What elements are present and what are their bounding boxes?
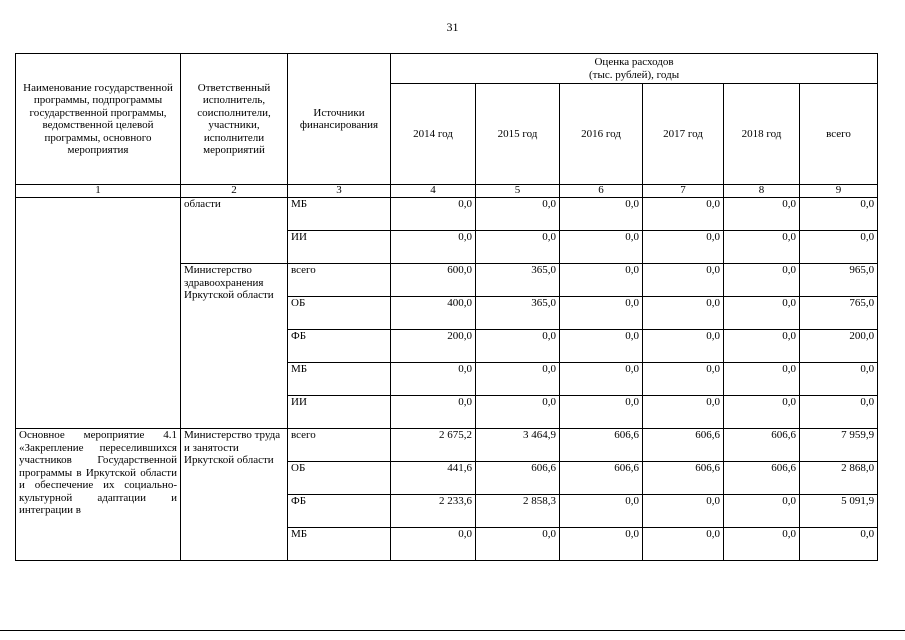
executor-cell: области — [181, 198, 288, 264]
value-cell: 0,0 — [643, 297, 724, 330]
value-cell: 200,0 — [800, 330, 878, 363]
header-year-2014: 2014 год — [391, 84, 476, 185]
value-cell: 0,0 — [560, 528, 643, 561]
funding-source-cell: МБ — [288, 363, 391, 396]
value-cell: 0,0 — [476, 363, 560, 396]
value-cell: 0,0 — [643, 198, 724, 231]
executor-cell: Министерство здравоохранения Иркутской области — [181, 264, 288, 429]
value-cell: 0,0 — [560, 198, 643, 231]
header-program-name: Наименование государственной программы, подпрограммы государственной программы, ведомственной целевой программы, основного мероприятия — [16, 54, 181, 185]
value-cell: 606,6 — [643, 462, 724, 495]
column-number: 6 — [560, 185, 643, 198]
table-row — [16, 198, 878, 231]
header-executor: Ответственный исполнитель, соисполнители, участники, исполнители мероприятий — [181, 54, 288, 185]
funding-source-cell: всего — [288, 264, 391, 297]
table-row — [16, 429, 878, 462]
value-cell: 0,0 — [643, 330, 724, 363]
value-cell: 441,6 — [391, 462, 476, 495]
value-cell: 0,0 — [800, 363, 878, 396]
value-cell: 365,0 — [476, 264, 560, 297]
value-cell: 0,0 — [560, 264, 643, 297]
header-total: всего — [800, 84, 878, 185]
value-cell: 0,0 — [560, 495, 643, 528]
funding-source-cell: ОБ — [288, 462, 391, 495]
value-cell: 0,0 — [560, 396, 643, 429]
page-number: 31 — [446, 20, 459, 34]
value-cell: 0,0 — [560, 231, 643, 264]
column-number: 8 — [724, 185, 800, 198]
value-cell: 606,6 — [724, 429, 800, 462]
value-cell: 600,0 — [391, 264, 476, 297]
value-cell: 0,0 — [724, 363, 800, 396]
column-numbers-row — [16, 185, 878, 198]
executor-cell: Министерство труда и занятости Иркутской области — [181, 429, 288, 561]
value-cell: 0,0 — [643, 231, 724, 264]
funding-source-cell: всего — [288, 429, 391, 462]
program-name-cell — [16, 198, 181, 429]
value-cell: 0,0 — [724, 528, 800, 561]
funding-source-cell: МБ — [288, 528, 391, 561]
value-cell: 765,0 — [800, 297, 878, 330]
value-cell: 965,0 — [800, 264, 878, 297]
value-cell: 3 464,9 — [476, 429, 560, 462]
value-cell: 0,0 — [724, 198, 800, 231]
value-cell: 400,0 — [391, 297, 476, 330]
value-cell: 2 868,0 — [800, 462, 878, 495]
funding-source-cell: ФБ — [288, 495, 391, 528]
funding-source-cell: ИИ — [288, 231, 391, 264]
value-cell: 0,0 — [643, 264, 724, 297]
value-cell: 0,0 — [724, 297, 800, 330]
column-number: 2 — [181, 185, 288, 198]
header-year-2015: 2015 год — [476, 84, 560, 185]
value-cell: 200,0 — [391, 330, 476, 363]
value-cell: 606,6 — [724, 462, 800, 495]
funding-source-cell: ОБ — [288, 297, 391, 330]
value-cell: 0,0 — [800, 198, 878, 231]
value-cell: 7 959,9 — [800, 429, 878, 462]
value-cell: 5 091,9 — [800, 495, 878, 528]
value-cell: 606,6 — [560, 462, 643, 495]
value-cell: 2 675,2 — [391, 429, 476, 462]
value-cell: 0,0 — [476, 528, 560, 561]
value-cell: 0,0 — [643, 528, 724, 561]
value-cell: 0,0 — [643, 495, 724, 528]
column-number: 5 — [476, 185, 560, 198]
value-cell: 0,0 — [476, 198, 560, 231]
value-cell: 0,0 — [643, 363, 724, 396]
page-bottom-rule — [0, 630, 905, 631]
value-cell: 0,0 — [391, 198, 476, 231]
value-cell: 0,0 — [724, 264, 800, 297]
value-cell: 0,0 — [724, 231, 800, 264]
value-cell: 606,6 — [643, 429, 724, 462]
value-cell: 0,0 — [391, 231, 476, 264]
value-cell: 0,0 — [391, 528, 476, 561]
value-cell: 0,0 — [476, 330, 560, 363]
value-cell: 0,0 — [476, 231, 560, 264]
value-cell: 0,0 — [560, 330, 643, 363]
column-number: 3 — [288, 185, 391, 198]
value-cell: 0,0 — [560, 363, 643, 396]
column-number: 7 — [643, 185, 724, 198]
value-cell: 0,0 — [800, 528, 878, 561]
header-funding-sources: Источники финансирования — [288, 54, 391, 185]
value-cell: 0,0 — [391, 363, 476, 396]
value-cell: 606,6 — [560, 429, 643, 462]
table-body — [16, 198, 878, 561]
header-year-2016: 2016 год — [560, 84, 643, 185]
value-cell: 0,0 — [560, 297, 643, 330]
value-cell: 0,0 — [800, 396, 878, 429]
column-number: 1 — [16, 185, 181, 198]
value-cell: 0,0 — [724, 396, 800, 429]
value-cell: 0,0 — [724, 330, 800, 363]
budget-table — [15, 53, 878, 561]
funding-source-cell: ФБ — [288, 330, 391, 363]
value-cell: 0,0 — [476, 396, 560, 429]
header-year-2018: 2018 год — [724, 84, 800, 185]
header-year-2017: 2017 год — [643, 84, 724, 185]
value-cell: 2 233,6 — [391, 495, 476, 528]
value-cell: 365,0 — [476, 297, 560, 330]
value-cell: 0,0 — [800, 231, 878, 264]
funding-source-cell: МБ — [288, 198, 391, 231]
column-number: 4 — [391, 185, 476, 198]
value-cell: 2 858,3 — [476, 495, 560, 528]
value-cell: 0,0 — [391, 396, 476, 429]
column-number: 9 — [800, 185, 878, 198]
value-cell: 0,0 — [724, 495, 800, 528]
value-cell: 0,0 — [643, 396, 724, 429]
value-cell: 606,6 — [476, 462, 560, 495]
funding-source-cell: ИИ — [288, 396, 391, 429]
program-name-cell: Основное мероприятие 4.1 «Закрепление переселившихся участников Государственной программы в Иркутской области и обеспечение их социально-культурной адаптации и интеграции в — [16, 429, 181, 561]
header-cost-estimate: Оценка расходов (тыс. рублей), годы — [391, 54, 878, 84]
